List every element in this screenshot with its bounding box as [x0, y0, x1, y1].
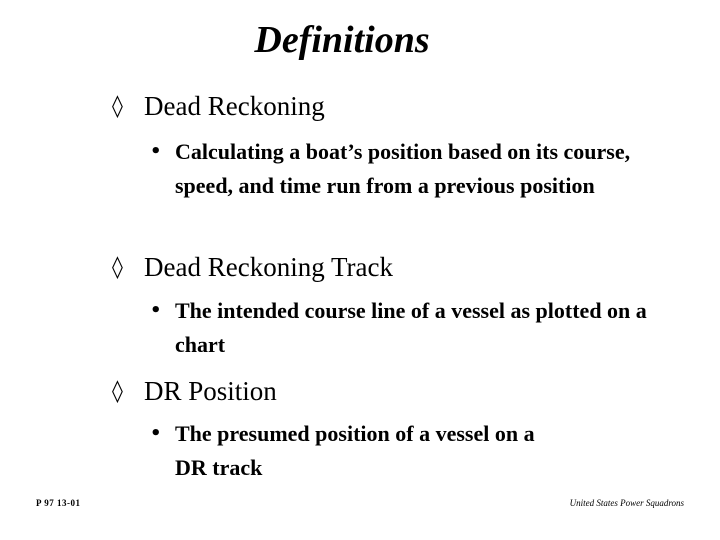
term-label: Dead Reckoning [144, 91, 325, 121]
bullet-dr-position [112, 375, 277, 408]
sub-bullet-dr-position [150, 417, 550, 485]
footer-code: P 97 13-01 [36, 498, 81, 508]
footer-organization: United States Power Squadrons [569, 498, 684, 508]
term-label: DR Position [144, 376, 277, 406]
definition-text: Calculating a boat’s position based on its course, speed, and time run from a previous position [175, 139, 631, 198]
bullet-dead-reckoning-track [112, 251, 393, 284]
definition-text: The intended course line of a vessel as plotted on a chart [175, 298, 647, 357]
definition-text: The presumed position of a vessel on a DR track [175, 421, 535, 480]
bullet-dead-reckoning [112, 90, 325, 123]
diamond-bullet-icon: ◊ [112, 94, 123, 119]
diamond-bullet-icon: ◊ [112, 255, 123, 280]
term-label: Dead Reckoning Track [144, 252, 393, 282]
slide-title: Definitions [254, 19, 430, 61]
dot-bullet-icon: • [150, 141, 162, 162]
diamond-bullet-icon: ◊ [112, 379, 123, 404]
dot-bullet-icon: • [150, 423, 162, 444]
dot-bullet-icon: • [150, 300, 162, 321]
sub-bullet-dead-reckoning-track [150, 294, 690, 362]
sub-bullet-dead-reckoning [150, 135, 690, 203]
